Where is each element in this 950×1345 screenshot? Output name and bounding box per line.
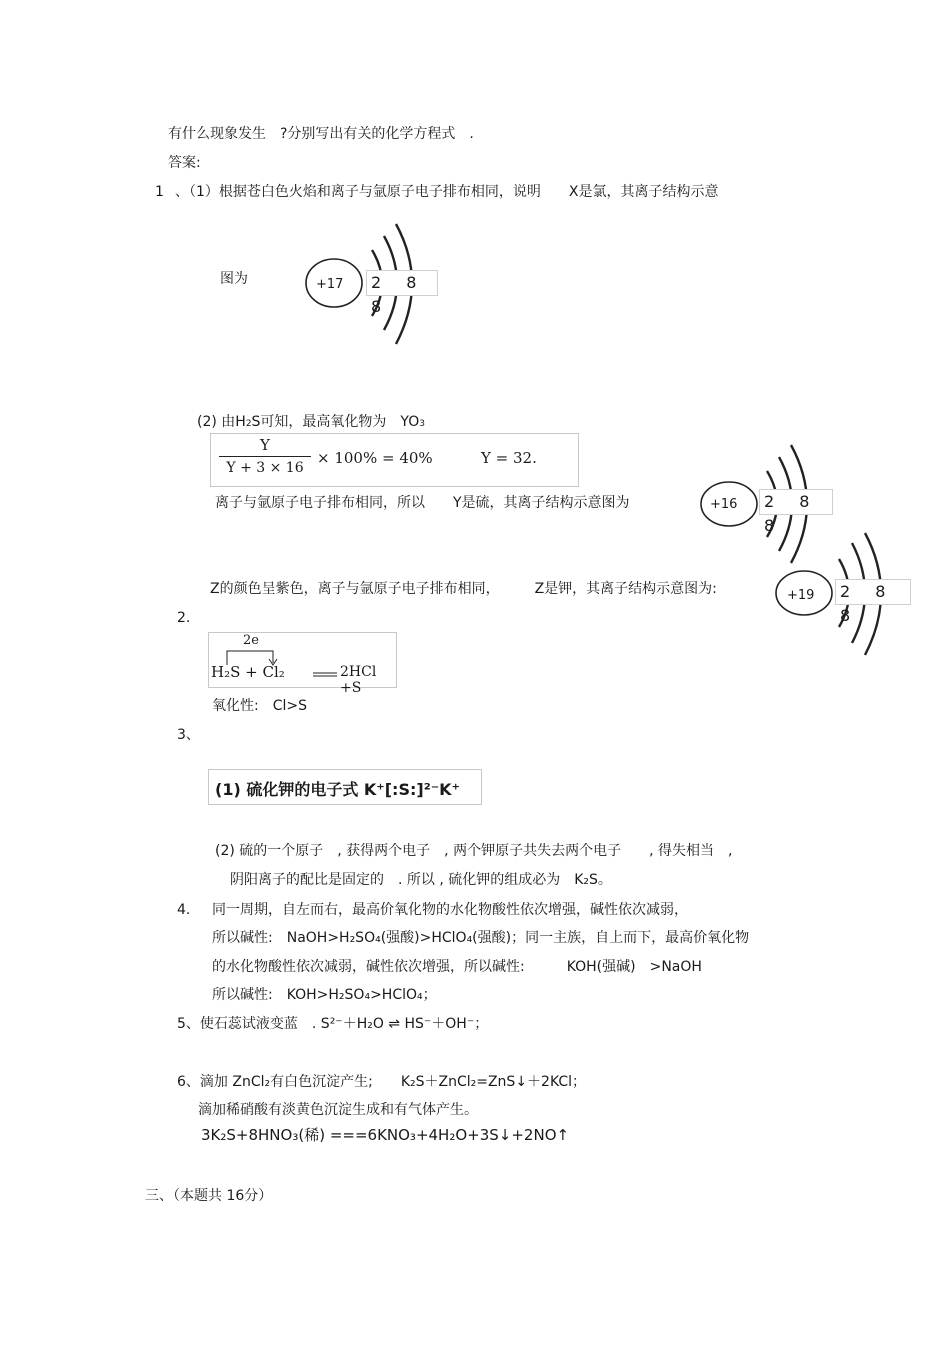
q4-line3: 的水化物酸性依次减弱，碱性依次增强，所以碱性: KOH(强碱) >NaOH xyxy=(212,959,702,975)
potassium-nucleus-charge: +19 xyxy=(787,588,815,603)
q6-line1: 6、滴加 ZnCl₂有白色沉淀产生; K₂S＋ZnCl₂=ZnS↓＋2KCl； xyxy=(177,1074,587,1090)
potassium-ion-diagram xyxy=(775,533,925,658)
q1-line1: 、（1）根据苍白色火焰和离子与氩原子电子排布相同，说明 X是氯，其离子结构示意 xyxy=(175,184,719,200)
formula-result: Y = 32. xyxy=(481,449,537,467)
electron-formula-text: (1) 硫化钾的电子式 K⁺[:S:]²⁻K⁺ xyxy=(215,780,460,799)
formula-rhs: × 100% = 40% xyxy=(317,449,433,467)
q1-part2-line: (2) 由H2S可知，最高氧化物为 YO3 xyxy=(197,414,425,430)
electron-transfer-equation xyxy=(208,632,397,696)
equation-products: 2HCl +S xyxy=(340,664,377,696)
q1-sulfur-line: 离子与氩原子电子排布相同，所以 Y是硫，其离子结构示意图为 xyxy=(215,495,630,511)
q2-oxidizing-line: 氧化性: Cl>S xyxy=(212,698,307,714)
formula-denominator: Y + 3 × 16 xyxy=(226,460,304,476)
q4-line2: 所以碱性: NaOH>H₂SO₄(强酸)>HClO₄(强酸)；同一主族，自上而下，最高价氧化物 xyxy=(212,930,750,946)
answer-label: 答案: xyxy=(168,155,201,171)
section3-title: 三、（本题共 16分） xyxy=(145,1188,273,1204)
electron-transfer-label: 2e xyxy=(243,633,259,648)
sulfur-nucleus-charge: +16 xyxy=(710,497,738,512)
q4-line1: 同一周期，自左而右，最高价氧化物的水化物酸性依次增强，碱性依次减弱， xyxy=(212,902,688,918)
equation-reactants: H₂S + Cl₂ xyxy=(211,663,285,681)
q2-number: 2. xyxy=(177,610,191,626)
question-text: 有什么现象发生 ?分别写出有关的化学方程式 . xyxy=(168,126,474,142)
chlorine-nucleus-charge: +17 xyxy=(316,277,344,292)
potassium-sulfide-electron-formula xyxy=(208,769,482,805)
potassium-shell-electrons: 2 8 8 xyxy=(835,579,911,605)
q6-line2: 滴加稀硝酸有淡黄色沉淀生成和有气体产生。 xyxy=(198,1102,478,1118)
q3-number: 3、 xyxy=(177,727,200,743)
formula-numerator: Y xyxy=(260,436,270,454)
q3-line1: (2) 硫的一个原子 , 获得两个电子 , 两个钾原子共失去两个电子 , 得失相当 , xyxy=(215,843,733,859)
q6-equation: 3K₂S+8HNO₃(稀) ===6KNO₃+4H₂O+3S↓+2NO↑ xyxy=(201,1126,570,1144)
q1-number: 1 xyxy=(155,184,164,200)
q4-line4: 所以碱性: KOH>H₂SO₄>HClO₄； xyxy=(212,987,437,1003)
q1-figure-label: 图为 xyxy=(220,271,248,287)
yo3-percent-formula xyxy=(210,433,579,487)
chlorine-shell-electrons: 2 8 8 xyxy=(366,270,438,296)
q3-line2: 阴阳离子的配比是固定的 . 所以 , 硫化钾的组成必为 K₂S。 xyxy=(230,872,612,888)
chlorine-ion-diagram xyxy=(300,220,450,365)
q4-number: 4. xyxy=(177,902,191,918)
q5-line: 5、使石蕊试液变蓝 . S²⁻＋H₂O ⇌ HS⁻＋OH⁻； xyxy=(177,1016,489,1032)
sulfur-shell-electrons: 2 8 8 xyxy=(759,489,833,515)
q1-potassium-line: Z的颜色呈紫色，离子与氩原子电子排布相同， Z是钾，其离子结构示意图为: xyxy=(210,581,717,597)
